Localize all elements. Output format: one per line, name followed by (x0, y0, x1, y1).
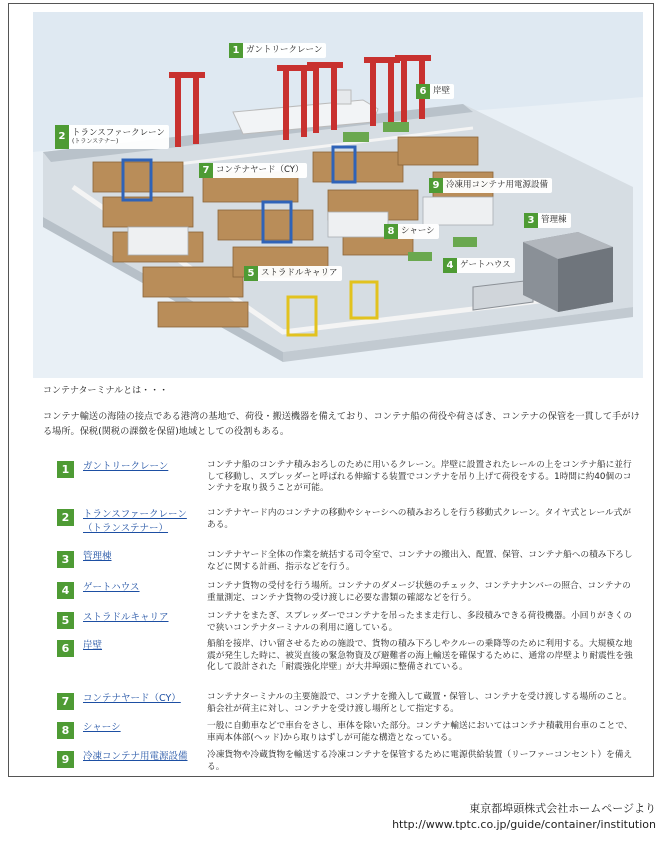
label-wharf: 6 岸壁 (416, 84, 454, 99)
terminal-illustration (33, 12, 643, 378)
term-link[interactable]: トランスファークレーン（トランステナー） (83, 509, 187, 534)
number-badge: 6 (57, 640, 74, 657)
term-description: 一般に自動車などで車台をさし、車体を除いた部分。コンテナ輸送においてはコンテナ積載用台車のことで、車両本体部(ヘッド)から取りはずしが可能な構造となっている。 (207, 721, 633, 743)
term-description: 船舶を接岸、けい留させるための施設で、貨物の積み下ろしやクルーの乗降等のために利用する。大規模な地震が発生した時に、被災直後の緊急物資及び避難者の海上輸送を確保するために、通常の岸壁より耐震性を強化して設計された「耐震強化岸壁」が大井埠頭に整備されている。 (207, 639, 633, 672)
term-link[interactable]: シャーシ (83, 722, 121, 733)
term-link[interactable]: ガントリークレーン (83, 461, 169, 472)
number-badge: 9 (57, 751, 74, 768)
term-link[interactable]: ゲートハウス (83, 582, 140, 593)
term-description: コンテナヤード全体の作業を統括する司令室で、コンテナの搬出入、配置、保管、コンテナ船への積み下ろしなどに関する計画、指示などを行う。 (207, 550, 633, 572)
source-url[interactable]: http://www.tptc.co.jp/guide/container/institution (392, 818, 656, 831)
number-badge: 2 (57, 509, 74, 526)
document-frame (8, 3, 654, 777)
term-link[interactable]: 岸壁 (83, 640, 103, 651)
label-gantry-crane: 1 ガントリークレーン (229, 43, 326, 58)
number-badge: 3 (57, 551, 74, 568)
intro-title: コンテナターミナルとは・・・ (43, 386, 169, 396)
label-container-yard: 7 コンテナヤード（CY） (199, 163, 307, 178)
number-badge: 4 (57, 582, 74, 599)
number-badge: 5 (57, 612, 74, 629)
label-admin-building: 3 管理棟 (524, 213, 571, 228)
term-description: コンテナ貨物の受付を行う場所。コンテナのダメージ状態のチェック、コンテナナンバーの照合、コンテナの重量測定、コンテナ貨物の受け渡しに必要な書類の確認などを行う。 (207, 581, 631, 603)
label-transfer-crane: 2 トランスファークレーン (トランステナー) (55, 125, 169, 149)
term-link[interactable]: コンテナヤード（CY） (83, 693, 181, 704)
label-reefer-power: 9 冷凍用コンテナ用電源設備 (429, 178, 552, 193)
term-description: コンテナをまたぎ、スプレッダーでコンテナを吊ったまま走行し、多段積みできる荷役機器。小回りがきくので狭いコンテナターミナルの利用に適している。 (207, 611, 632, 633)
term-description: コンテナターミナルの主要施設で、コンテナを搬入して蔵置・保管し、コンテナを受け渡しする場所のこと。船会社が荷主に対し、コンテナを受け渡し場所として指定する。 (207, 692, 632, 714)
number-badge: 8 (57, 722, 74, 739)
term-description: 冷凍貨物や冷蔵貨物を輸送する冷凍コンテナを保管するために電源供給装置（リーファーコンセント）を備える。 (207, 750, 633, 772)
number-badge: 7 (57, 693, 74, 710)
label-chassis: 8 シャーシ (384, 224, 439, 239)
label-gate-house: 4 ゲートハウス (443, 258, 515, 273)
term-description: コンテナヤード内のコンテナの移動やシャーシへの積みおろしを行う移動式クレーン。タイヤ式とレール式がある。 (207, 508, 632, 530)
term-description: コンテナ船のコンテナ積みおろしのために用いるクレーン。岸壁に設置されたレールの上をコンテナ船に並行して移動し、スプレッダーと呼ばれる伸縮する装置でコンテナを吊り上げて荷役をする。1時間に約40個のコンテナを取り扱うことが可能。 (207, 460, 632, 493)
term-link[interactable]: ストラドルキャリア (83, 612, 169, 623)
label-straddle-carrier: 5 ストラドルキャリア (244, 266, 342, 281)
source-credit: 東京都埠頭株式会社ホームページより (469, 802, 656, 815)
terminal-diagram (33, 12, 643, 378)
intro-body: コンテナ輸送の海陸の接点である港湾の基地で、荷役・搬送機器を備えており、コンテナ船の荷役や荷さばき、コンテナの保管を一貫して手がける場所。保税(関税の課徴を保留)地域としての役割もある。 (43, 411, 640, 437)
number-badge: 1 (57, 461, 74, 478)
term-link[interactable]: 管理棟 (83, 551, 112, 562)
term-link[interactable]: 冷凍コンテナ用電源設備 (83, 751, 188, 762)
